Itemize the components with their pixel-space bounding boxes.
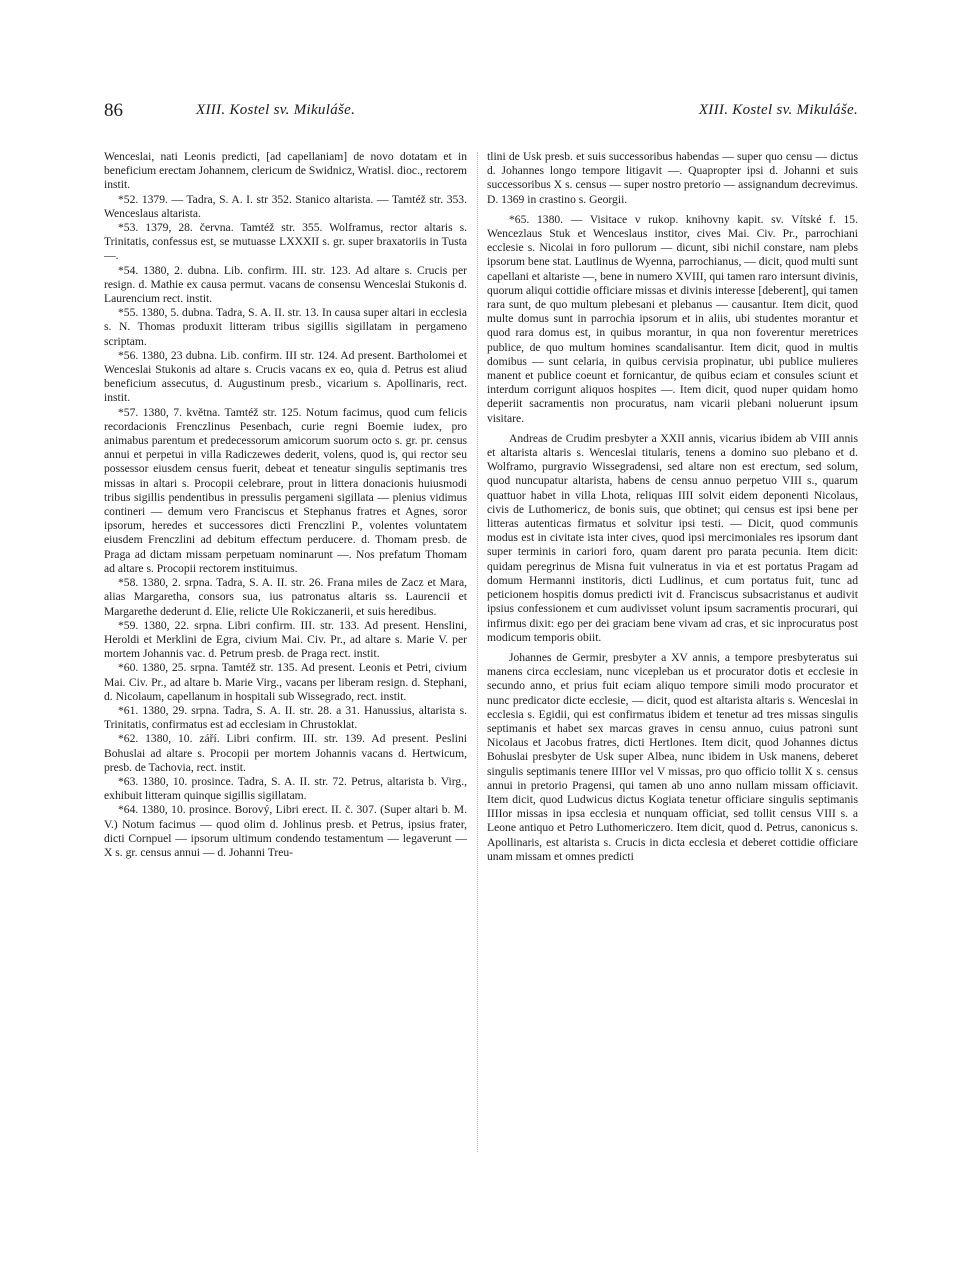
paragraph: Wenceslai, nati Leonis predicti, [ad capellaniam] de novo dotatam et in beneficium erectam Johannem, clericum de Swidnicz, Wratisl. dioc., rectorem instit. bbox=[104, 150, 467, 192]
left-column bbox=[104, 150, 467, 860]
paragraph: Johannes de Germir, presbyter a XV annis, a tempore presbyteratus sui manens circa ecclesiam, nunc vicepleban us et procurator dotis et ecclesie in secundo anno, et prius fuit eciam aliquo tempore simili modo procurator et nunc predicator dicte ecclesie, — dicit, quod est altarista altaris s. Wenceslai in ecclesia s. Egidii, qui est confirmatus ibidem et tenetur ad tres missas singulis septimanis et habet sex marcas graves in censu annuo, cuius patroni sunt Nicolaus et Jacobus fratres, dicti Hertlones. Item dicit, quod Johannes dictus Bohuslai presbyter de Usk super Albea, nunc ibidem in Usk manens, deberet singulis septimanis tenere IIIIor vel V missas, pro quo officio tollit X s. census annui in pretorio Pragensi, qui tamen ab uno anno nullam missam officiavit. Item dicit, quod Ludwicus dictus Kogiata tenetur officiare singulis septimanis IIIIor missas in ipsa ecclesia et nunquam officiat, sed tollit census VIII s. a Leone antiquo et Petro Luthomericzero. Item dicit, quod d. Petrus, canonicus s. Apollinaris, est altarista s. Crucis in dicta ecclesia et deberet cottidie officiare unam missam et omnes predicti bbox=[487, 650, 858, 863]
paragraph: *54. 1380, 2. dubna. Lib. confirm. III. str. 123. Ad altare s. Crucis per resign. d. Mathie ex causa permut. vacans de consensu Wenceslai Stukonis d. Laurencium rect. instit. bbox=[104, 263, 467, 306]
paragraph: *60. 1380, 25. srpna. Tamtéž str. 135. Ad present. Leonis et Petri, civium Mai. Civ. Pr., ad altare b. Marie Virg., vacans per liberam resign. d. Stephani, d. Nicolaum, capellanum in hospitali sub Wissegrado, rect. instit. bbox=[104, 661, 467, 703]
paragraph: *62. 1380, 10. září. Libri confirm. III. str. 139. Ad present. Peslini Bohuslai ad altare s. Procopii per mortem Johannis vacans d. Hertwicum, presb. de Tachovia, rect. instit. bbox=[104, 732, 467, 774]
page-number: 86 bbox=[104, 100, 123, 121]
paragraph: *53. 1379, 28. června. Tamtéž str. 355. Wolframus, rector altaris s. Trinitatis, confessus est, se mutuasse LXXXII s. gr. super braxatoriis in Tusta —. bbox=[104, 221, 467, 263]
paragraph: *57. 1380, 7. května. Tamtéž str. 125. Notum facimus, quod cum felicis recordacionis Frenczlinus Pesenbach, curie regni Boemie iudex, pro animabus parentum et predecessorum amicorum suorum octo s. gr. pr. census annui et perpetui in villa Radiczewes dederit, volens, quod is, qui rector seu possessor eiusdem census fuerit, debeat et teneatur singulis septimanis tres missas in altari s. Procopii celebrare, prout in littera donacionis huiusmodi tribus sigillis pendentibus in pressulis pergameni sigillata — plenius vidimus contineri — demum vero Franciscus et Stephanus fratres et Agnes, soror ipsorum, heredes et successores dicti Frenczlini P., volentes voluntatem eiusdem Frenczlini ad debitum effectum perducere. d. Thomam presb. de Praga ad dictam missam perpetuam nominarunt —. Nos prefatum Thomam ad altare s. Procopii rectorem instituimus. bbox=[104, 405, 467, 575]
paragraph: Andreas de Crudim presbyter a XXII annis, vicarius ibidem ab VIII annis et altarista altaris s. Wenceslai titularis, tenens a domino suo plebano et d. Wolframo, purgravio Wissegradensi, sed altare non est erectum, sed solum, quod nuncupatur altarista, habens de censu annuo perpetuo VIII s., quarum quattuor habet in villa Lhota, reliquas IIII solvit eidem deponenti Nicolaus, civis de Luthomericz, de bonis suis, que obtinet; qui census est ipsi bene per litteras autenticas firmatus et solvitur ipsi testi. — Dicit, quod communis modus est in civitate ista inter cives, quod ipsi mercimoniales res ipsorum dant super terminis in cariori foro, quam darent pro parata pecunia. Item dicit: quidam peregrinus de Misna fuit vulneratus in via et est portatus Pragam ad domum Hermanni institoris, dicti Ludlinus, et cum portatus fuit, tunc ad peticionem hospitis domus predicti ivit d. Franciscus subsacristanus et audivit ipsius confessionem et cum audivisset volunt ipsum sacramentis procurari, qui infirmus dixit: ego per dei graciam bene vivam ad cras, et sic inprocuratus post modicum temporis obiit. bbox=[487, 431, 858, 644]
paragraph: *63. 1380, 10. prosince. Tadra, S. A. II. str. 72. Petrus, altarista b. Virg., exhibuit litteram quinque sigillis sigillatam. bbox=[104, 774, 467, 803]
paragraph: tlini de Usk presb. et suis successoribus habendas — super quo censu — dictus d. Johannes longo tempore litigavit —. Quapropter ipsi d. Johanni et suis successoribus X s. census — super nostro pretorio — assignandum decrevimus. D. 1369 in crastino s. Georgii. bbox=[487, 150, 858, 206]
paragraph: *56. 1380, 23 dubna. Lib. confirm. III str. 124. Ad present. Bartholomei et Wenceslai Stukonis ad altare s. Crucis vacans ex eo, quia d. Petrus est aliud beneficium assecutus, d. Augustinum presb., vicarium s. Apollinaris, rect. instit. bbox=[104, 348, 467, 405]
paragraph: *59. 1380, 22. srpna. Libri confirm. III. str. 133. Ad present. Henslini, Heroldi et Merklini de Egra, civium Mai. Civ. Pr., ad altare s. Marie V. per mortem Johannis vac. d. Petrum presb. de Praga rect. instit. bbox=[104, 618, 467, 661]
paragraph: *58. 1380, 2. srpna. Tadra, S. A. II. str. 26. Frana miles de Zacz et Mara, alias Margaretha, consors sua, ius patronatus altaris ss. Laurencii et Margarethe dederunt d. Elie, relicte Ule Rokiczanerii, et suis heredibus. bbox=[104, 576, 467, 618]
column-divider bbox=[477, 152, 478, 1152]
paragraph: *65. 1380. — Visitace v rukop. knihovny kapit. sv. Vítské f. 15. Wencezlaus Stuk et Wenceslaus institor, cives Mai. Civ. Pr., parrochiani ecclesie s. Nicolai in foro pullorum — dicunt, sibi nichil constare, nam plebs ipsorum bene stat. Lautlinus de Wyenna, parrochianus, — dicit, quod multi sunt capellani et altariste —, bene in numero XVIII, qui tamen raro intersunt divinis, quorum aliqui cottidie officiare missas et divinis interesse [deberent], qui tamen rara sunt, de quo multum plebesani et plebanus — causantur. Item dicit, quod multe domus sunt in parrochia ipsorum et in aliis, ubi studentes morantur et quod rara domus est, in quibus morantur, in qua non foverentur meretrices publice, de quo multum homines scandalisantur. Item dicit, quod in multis domibus — sunt celaria, in quibus cervisia propinatur, ubi publice mulieres manent et publice coeunt et fornicantur, de quibus eciam et consules sciunt et interdum corrigunt aliquos hospites —. Item dicit, quod nuper quidam homo deperiit sacramentis non procuratus, nam vicarii plebani noluerunt ipsum visitare. bbox=[487, 212, 858, 425]
running-title-right: XIII. Kostel sv. Mikuláše. bbox=[698, 102, 858, 118]
paragraph: *55. 1380, 5. dubna. Tadra, S. A. II. str. 13. In causa super altari in ecclesia s. N. Thomas produxit litteram tribus sigillis sigillatam in pergameno scriptam. bbox=[104, 306, 467, 348]
right-column bbox=[487, 150, 858, 864]
paragraph: *61. 1380, 29. srpna. Tadra, S. A. II. str. 28. a 31. Hanussius, altarista s. Trinitatis, confirmatus est ad ecclesiam in Chrustoklat. bbox=[104, 703, 467, 732]
running-header bbox=[104, 100, 858, 130]
running-title-left: XIII. Kostel sv. Mikuláše. bbox=[196, 102, 356, 118]
paragraph: *64. 1380, 10. prosince. Borový, Libri erect. II. č. 307. (Super altari b. M. V.) Notum facimus — quod olim d. Johlinus presb. et Petrus, ipsius frater, dicti Cornpuel — ipsorum ultimum condendo testamentum — legaverunt — X s. gr. census annui — d. Johanni Treu- bbox=[104, 803, 467, 859]
paragraph: *52. 1379. — Tadra, S. A. I. str 352. Stanico altarista. — Tamtéž str. 353. Wenceslaus altarista. bbox=[104, 192, 467, 220]
